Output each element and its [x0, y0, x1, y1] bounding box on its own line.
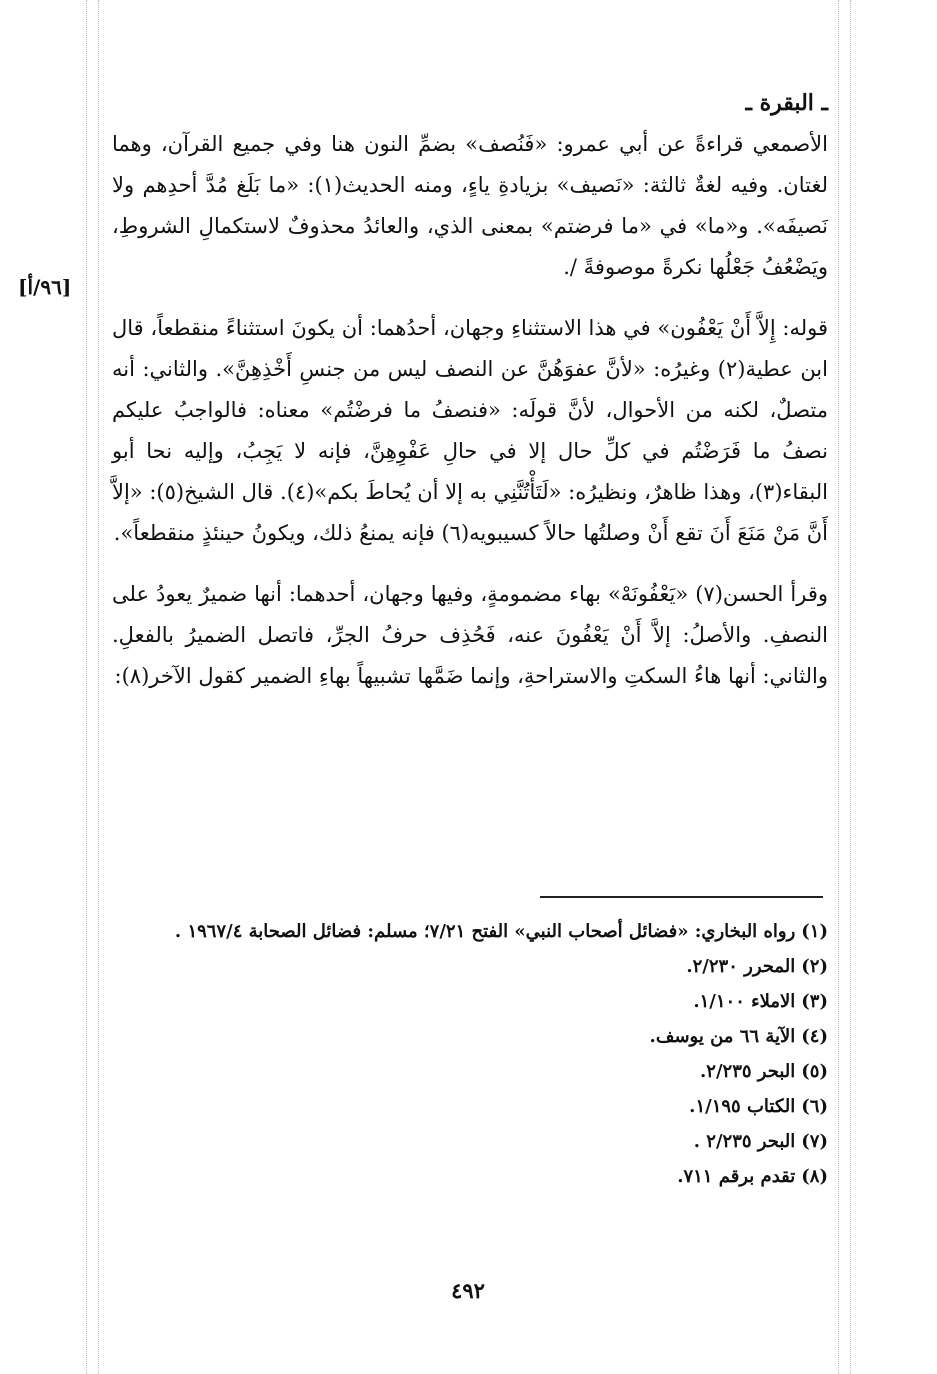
manuscript-folio-reference: [٩٦/أ]	[18, 275, 72, 299]
footnote-item	[112, 1124, 828, 1159]
footnote-separator	[540, 896, 823, 898]
running-header: ـ البقرة ـ	[745, 90, 828, 116]
footnote-number: (٤)	[801, 1026, 828, 1047]
footnote-number: (٢)	[801, 956, 828, 977]
footnote-number: (٧)	[801, 1131, 828, 1152]
footnote-number: (٨)	[801, 1166, 828, 1187]
footnote-number: (٦)	[801, 1096, 828, 1117]
footnotes	[112, 914, 828, 1194]
footnote-item	[112, 949, 828, 984]
footnote-text: الاملاء ١/١٠٠.	[693, 991, 796, 1012]
footnote-number: (٥)	[801, 1061, 828, 1082]
footnote-text: رواه البخاري: «فضائل أصحاب النبي» الفتح ٧/٢١؛ مسلم: فضائل الصحابة ١٩٦٧/٤ .	[174, 921, 796, 942]
paragraph: الأصمعي قراءةً عن أبي عمرو: «فَنُصف» بضمِّ النون هنا وفي جميع القرآن، وهما لغتان. وفيه لغةٌ ثالثة: «نَصيف» بزيادةِ ياءٍ، ومنه الحديث(١): «ما بَلَغ مُدَّ أحدِهم ولا نَصيفَه». و«ما» في «ما فرضتم» بمعنى الذي، والعائدُ محذوفٌ لاستكمالِ الشروطِ، ويَضْعُفُ جَعْلُها نكرةً موصوفةً /.	[112, 132, 828, 279]
footnote-text: الآية ٦٦ من يوسف.	[649, 1026, 796, 1047]
footnote-item	[112, 914, 828, 949]
page-number: ٤٩٢	[451, 1278, 485, 1303]
scan-guide-line	[850, 0, 851, 1374]
footnote-item	[112, 1089, 828, 1124]
footnote-number: (٣)	[801, 991, 828, 1012]
paragraph: قوله: إِلاَّ أَنْ يَعْفُون» في هذا الاستثناءِ وجهان، أحدُهما: أن يكونَ استثناءً منقطعاً، قال ابن عطية(٢) وغيرُه: «لأنَّ عفوَهُنَّ عن النصف ليس من جنسِ أَخْذِهِنَّ». والثاني: أنه متصلٌ، لكنه من الأحوال، لأنَّ قولَه: «فنصفُ ما فرضْتُم» معناه: فالواجبُ عليكم نصفُ ما فَرَضْتُم في كلِّ حال إلا في حالِ عَفْوِهِنَّ، فإنه لا يَجِبُ، وإليه نحا أبو البقاء(٣)، وهذا ظاهرٌ، ونظيرُه: «لَتَأْتُنَّنِي به إلا أن يُحاطَ بكم»(٤). قال الشيخ(٥): «إلاَّ أَنَّ مَنْ مَنَعَ أَنَ تقع أَنْ وصلتُها حالاً كسيبويه(٦) فإنه يمنعُ ذلك، ويكونُ حينئذٍ منقطعاً».	[112, 316, 828, 545]
footnote-item	[112, 1159, 828, 1194]
main-text	[112, 124, 828, 717]
footnote-item	[112, 984, 828, 1019]
footnote-text: تقدم برقم ٧١١.	[677, 1166, 796, 1187]
paragraph: وقرأ الحسن(٧) «يَعْفُونَهْ» بهاء مضمومةٍ، وفيها وجهان، أحدهما: أنها ضميرٌ يعودُ على النصفِ. والأصلُ: إلاَّ أَنْ يَعْفُونَ عنه، فَحُذِف حرفُ الجرِّ، فاتصل الضميرُ بالفعلِ. والثاني: أنها هاءُ السكتِ والاستراحةِ، وإنما ضَمَّها تشبيهاً بهاءِ الضمير كقول الآخر(٨):	[112, 582, 828, 688]
footnote-item	[112, 1019, 828, 1054]
scan-guide-line	[86, 0, 87, 1374]
footnote-text: المحرر ٢/٢٣٠.	[686, 956, 796, 977]
footnote-item	[112, 1054, 828, 1089]
scan-guide-line	[838, 0, 839, 1374]
footnote-text: البحر ٢/٢٣٥ .	[693, 1131, 796, 1152]
footnote-number: (١)	[801, 921, 828, 942]
scan-guide-line	[98, 0, 99, 1374]
footnote-text: الكتاب ١/١٩٥.	[689, 1096, 796, 1117]
footnote-text: البحر ٢/٢٣٥.	[700, 1061, 796, 1082]
